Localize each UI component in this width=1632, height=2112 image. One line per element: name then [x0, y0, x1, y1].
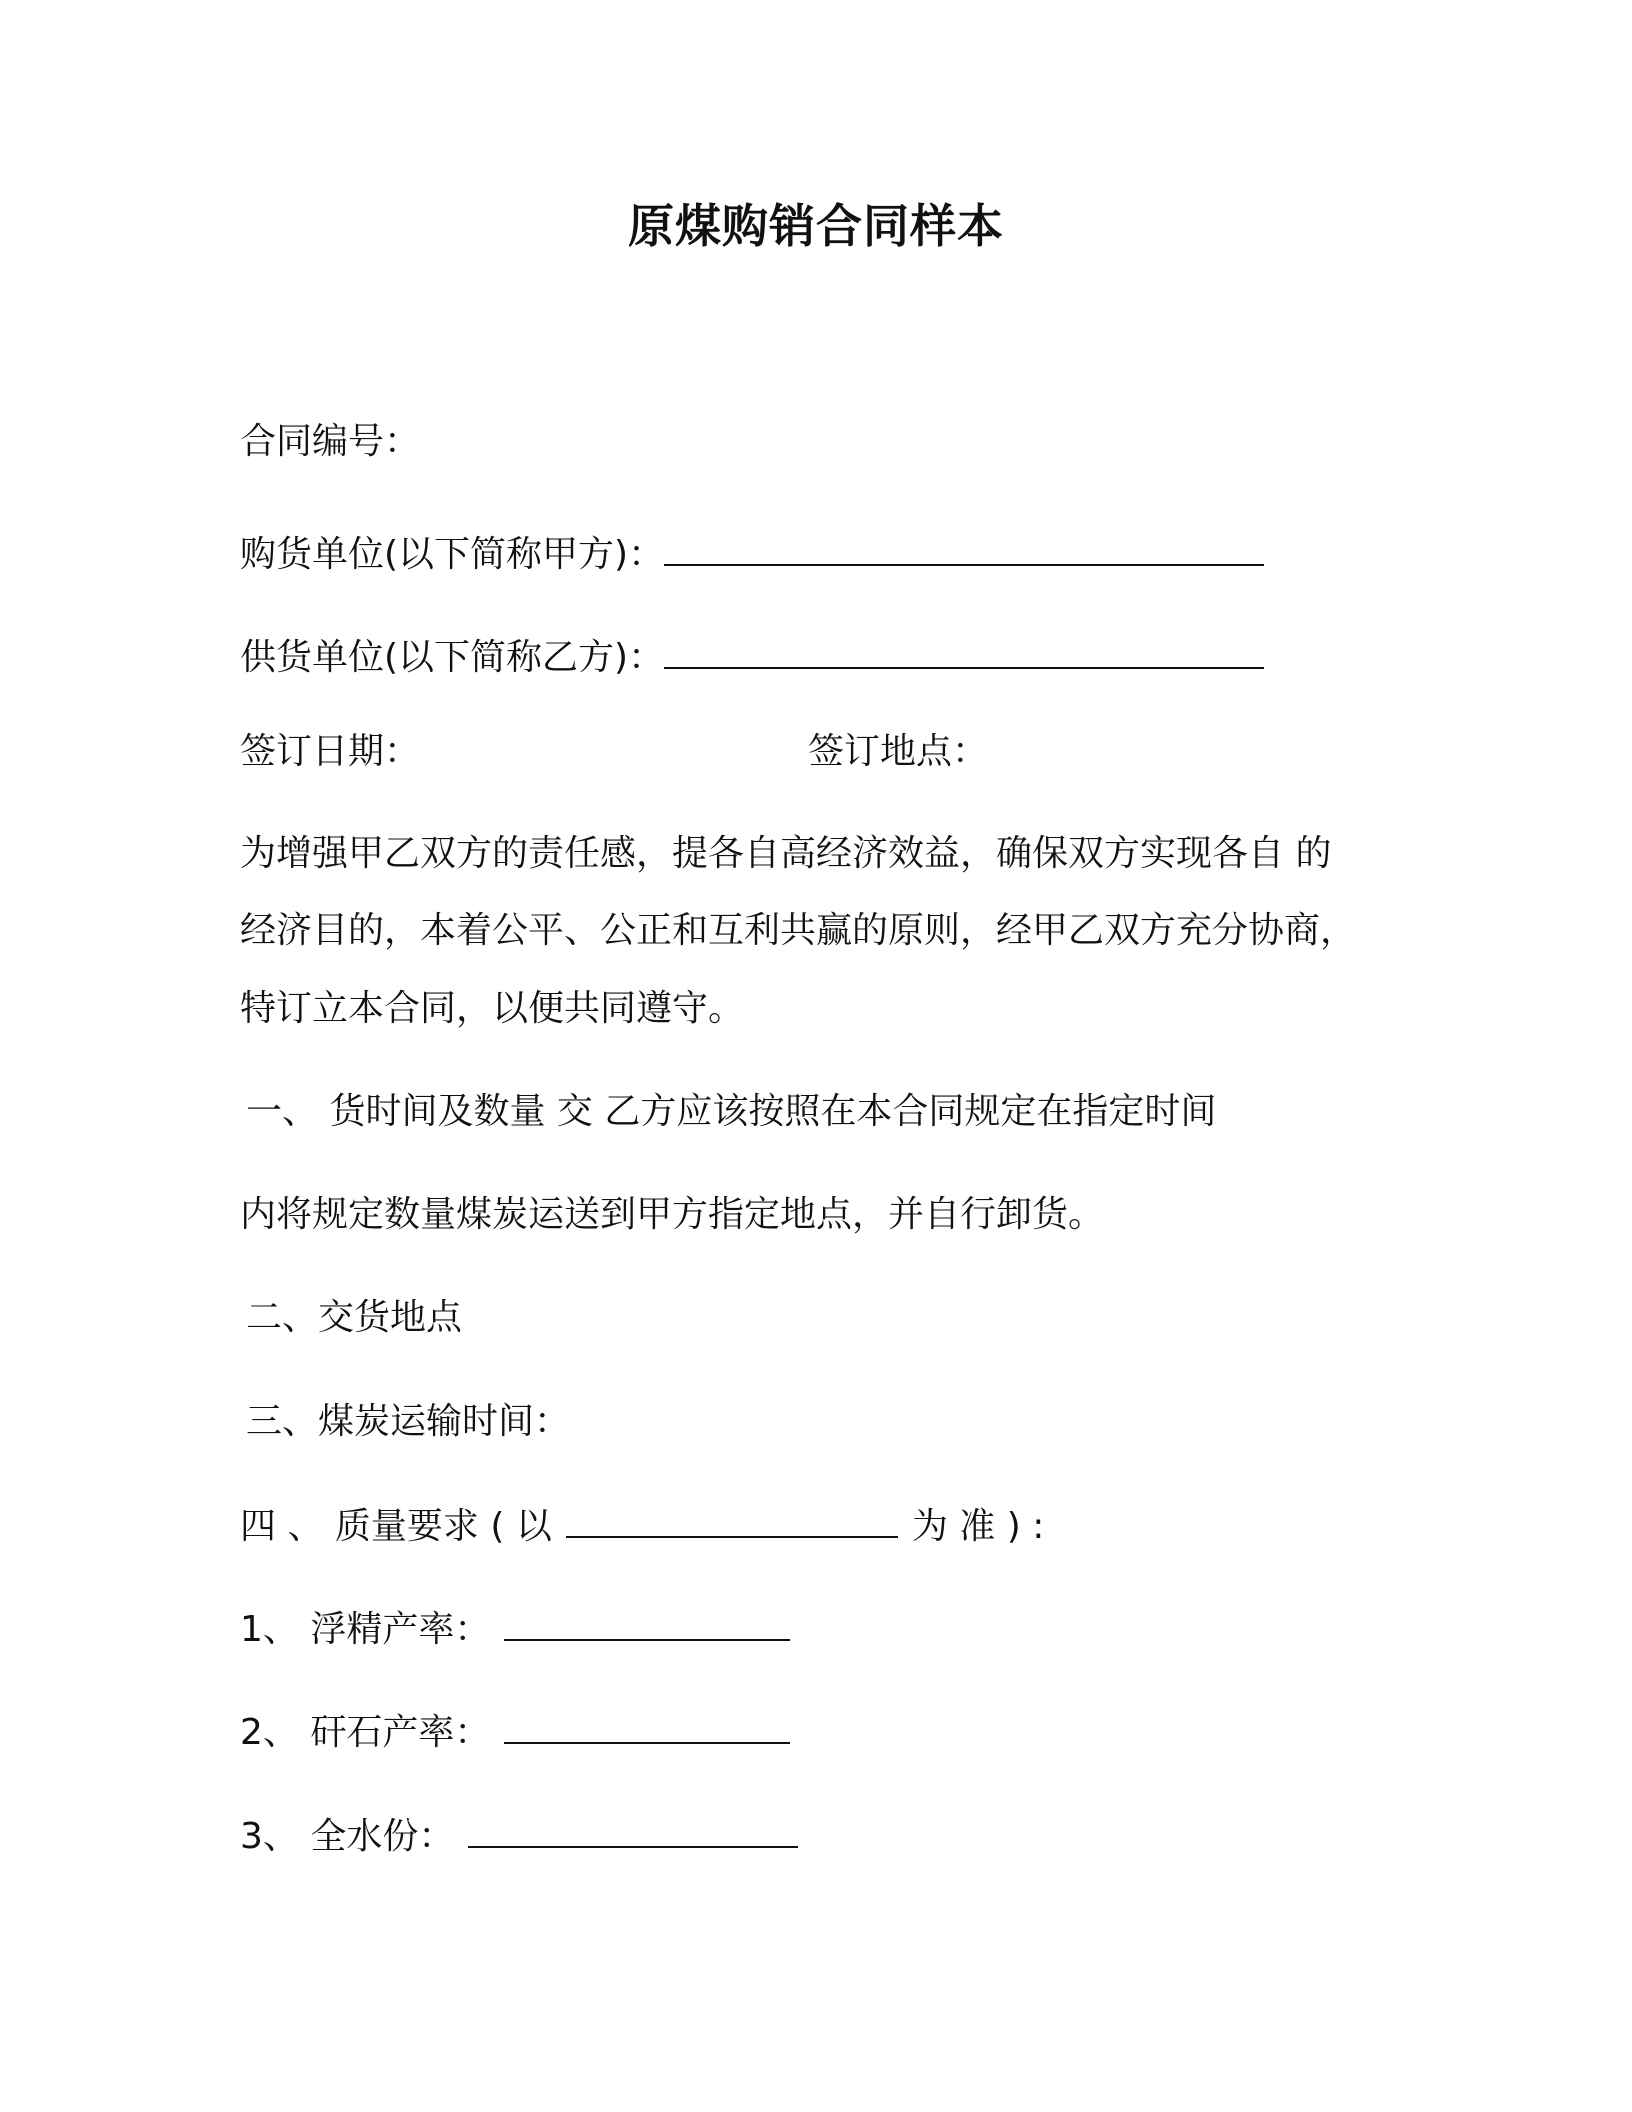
section-1-line-1: 一、 货时间及数量 交 乙方应该按照在本合同规定在指定时间: [246, 1091, 1217, 1132]
seller-line: [240, 633, 1264, 680]
section-4-suffix: 为 准 ) :: [911, 1506, 1045, 1547]
buyer-blank[interactable]: [664, 530, 1264, 566]
section-4-line: [240, 1502, 1044, 1549]
section-3-heading: 三、煤炭运输时间：: [246, 1401, 571, 1442]
document-title: 原煤购销合同样本: [628, 199, 1004, 253]
item-1-label: 1、 浮精产率：: [240, 1609, 491, 1650]
contract-number-line: [240, 420, 420, 464]
seller-blank[interactable]: [664, 633, 1264, 669]
item-2-label: 2、 矸石产率：: [240, 1712, 491, 1753]
item-1-line: [240, 1605, 790, 1652]
buyer-line: [240, 530, 1264, 577]
item-3-label: 3、 全水份：: [240, 1816, 455, 1857]
item-2-blank[interactable]: [504, 1708, 790, 1744]
section-1-line-2: 内将规定数量煤炭运送到甲方指定地点，并自行卸货。: [240, 1194, 1105, 1235]
intro-line-2: 经济目的，本着公平、公正和互利共赢的原则，经甲乙双方充分协商，: [240, 910, 1357, 951]
quality-standard-blank[interactable]: [566, 1502, 898, 1538]
sign-place-line: [808, 730, 988, 774]
item-1-blank[interactable]: [504, 1605, 790, 1641]
item-3-blank[interactable]: [468, 1812, 798, 1848]
intro-line-1: 为增强甲乙双方的责任感，提各自高经济效益，确保双方实现各自 的: [240, 833, 1332, 874]
item-2-line: [240, 1708, 790, 1755]
seller-label: 供货单位(以下简称乙方)：: [240, 637, 665, 678]
section-4-prefix: 四 、 质量要求 ( 以: [240, 1506, 552, 1547]
sign-date-line: [240, 730, 420, 774]
buyer-label: 购货单位(以下简称甲方)：: [240, 534, 665, 575]
section-2-heading: 二、交货地点: [246, 1297, 463, 1338]
sign-date-label: 签订日期：: [240, 731, 421, 772]
intro-line-3: 特订立本合同，以便共同遵守。: [240, 988, 745, 1029]
sign-place-label: 签订地点：: [808, 731, 989, 772]
contract-number-label: 合同编号：: [240, 421, 421, 462]
item-3-line: [240, 1812, 798, 1859]
